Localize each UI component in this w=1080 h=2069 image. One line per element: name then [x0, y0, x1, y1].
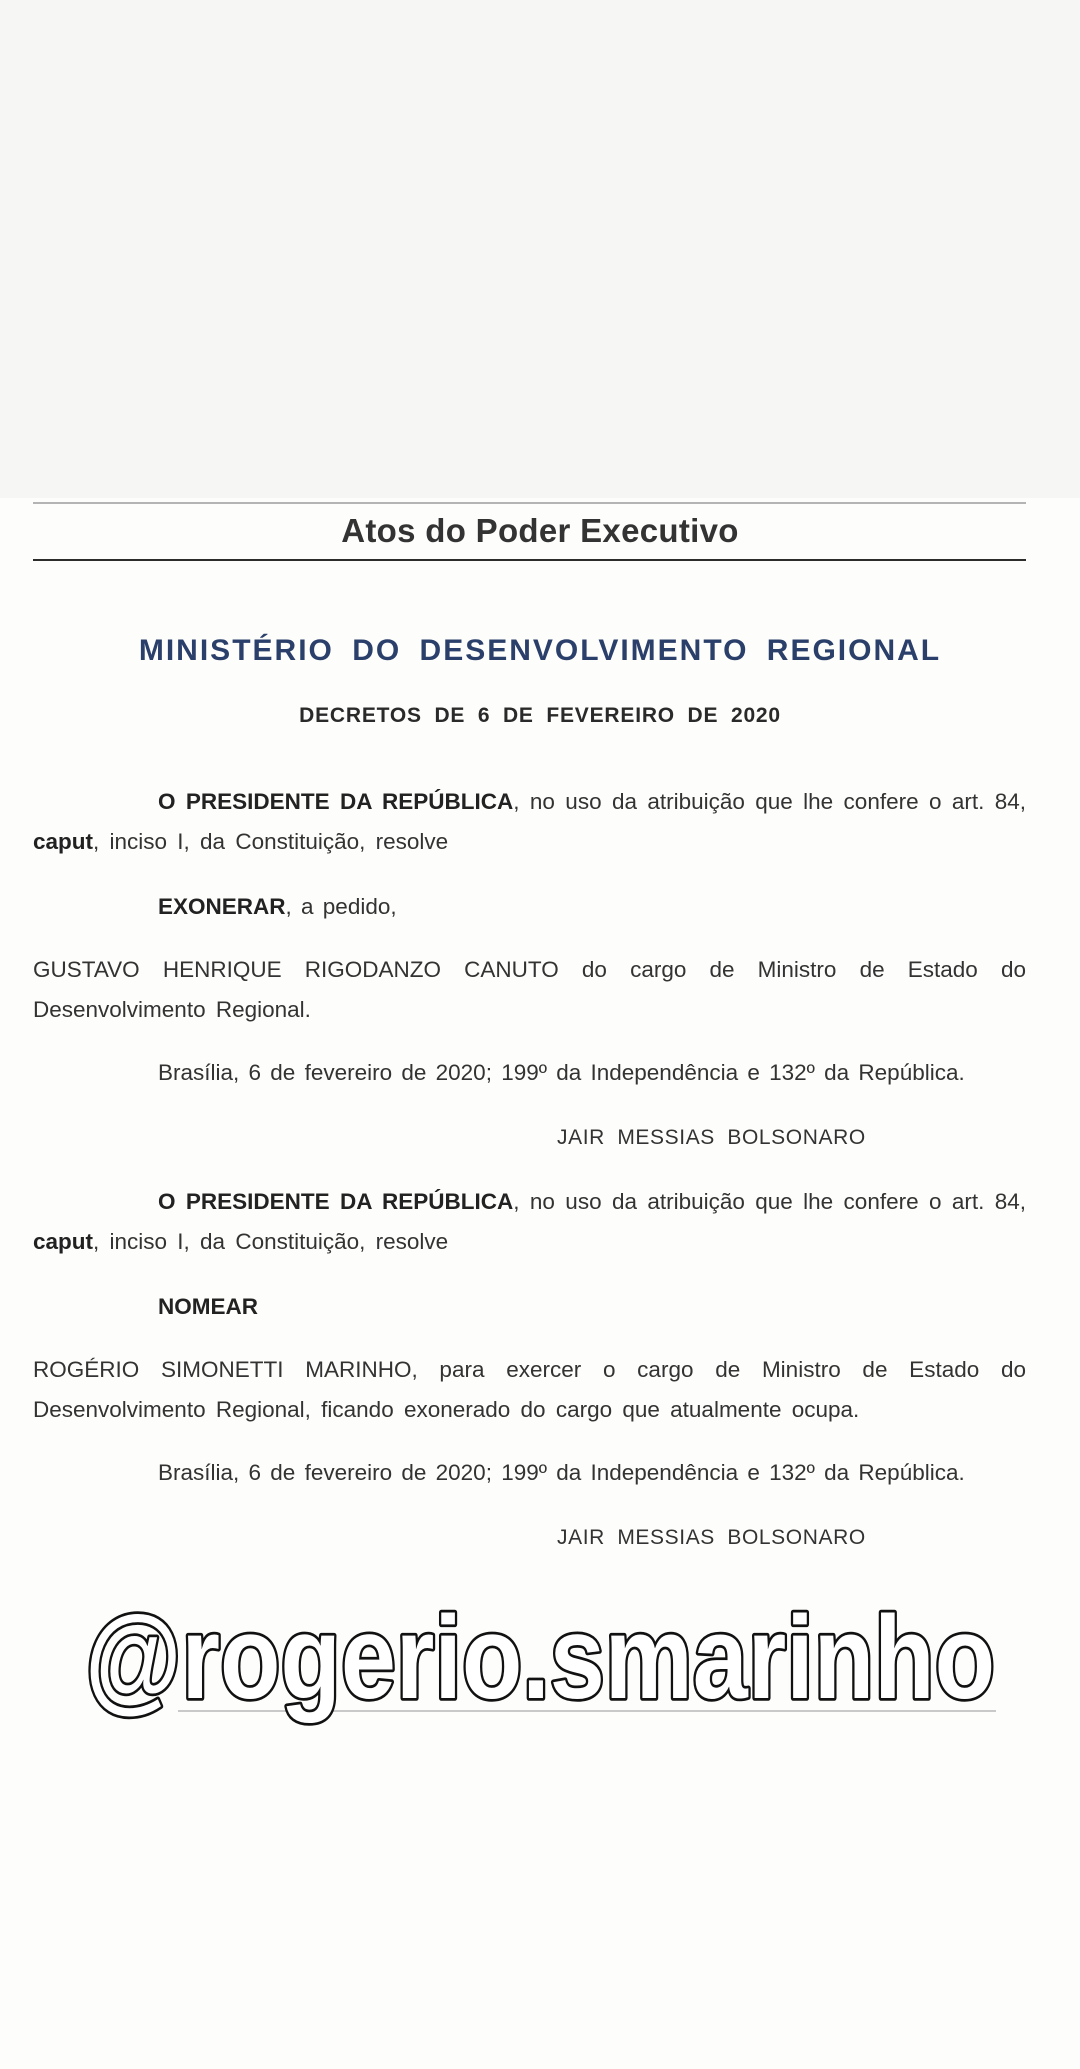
decree1-action-rest: , a pedido,	[285, 894, 397, 919]
decree1-preamble	[33, 782, 1026, 862]
decree2-caput: caput	[33, 1229, 94, 1254]
handle-text: @rogerio.smarinho	[85, 1592, 995, 1724]
decree2-signature: JAIR MESSIAS BOLSONARO	[557, 1526, 866, 1549]
decree1-caput: caput	[33, 829, 94, 854]
decree1-signature: JAIR MESSIAS BOLSONARO	[557, 1126, 866, 1149]
decree2-action-verb: NOMEAR	[158, 1294, 258, 1319]
decree2-body: ROGÉRIO SIMONETTI MARINHO, para exercer o cargo de Ministro de Estado do Desenvolvimento Regional, ficando exonerado do cargo que atualmente ocupa.	[33, 1357, 1026, 1422]
decree1-authority: O PRESIDENTE DA REPÚBLICA	[158, 789, 514, 814]
ministry-title: MINISTÉRIO DO DESENVOLVIMENTO REGIONAL	[138, 634, 942, 667]
decree1-preamble-text-a: , no uso da atribuição que lhe confere o art. 84,	[513, 789, 1026, 814]
handle-watermark	[78, 1594, 1002, 1724]
decree-title: DECRETOS DE 6 DE FEVEREIRO DE 2020	[299, 704, 781, 727]
decree2-authority: O PRESIDENTE DA REPÚBLICA	[158, 1189, 514, 1214]
top-divider	[33, 502, 1026, 504]
decree1-body: GUSTAVO HENRIQUE RIGODANZO CANUTO do cargo de Ministro de Estado do Desenvolvimento Regional.	[33, 957, 1026, 1022]
decree2-preamble-text-b: , inciso I, da Constituição, resolve	[93, 1229, 449, 1254]
decree1-action-verb: EXONERAR	[158, 894, 286, 919]
document-page	[0, 498, 1080, 2069]
decree1-preamble-text-b: , inciso I, da Constituição, resolve	[93, 829, 449, 854]
decree1-action	[158, 894, 397, 920]
decree2-dateline: Brasília, 6 de fevereiro de 2020; 199º da Independência e 132º da República.	[158, 1460, 965, 1485]
blank-top-area	[0, 0, 1080, 498]
decree2-action	[158, 1294, 258, 1320]
heading-divider	[33, 559, 1026, 561]
section-heading: Atos do Poder Executivo	[341, 512, 739, 549]
decree2-preamble-text-a: , no uso da atribuição que lhe confere o art. 84,	[513, 1189, 1026, 1214]
decree1-dateline: Brasília, 6 de fevereiro de 2020; 199º da Independência e 132º da República.	[158, 1060, 965, 1085]
decree2-preamble	[33, 1182, 1026, 1262]
